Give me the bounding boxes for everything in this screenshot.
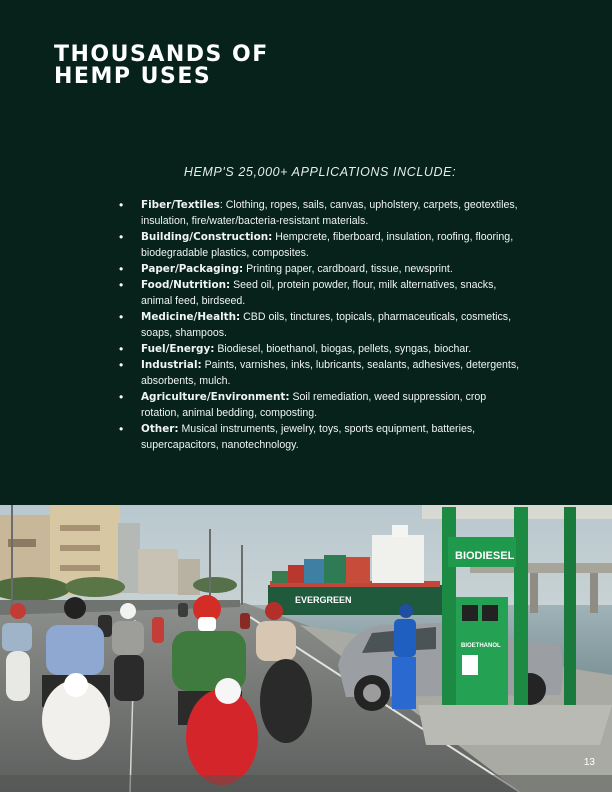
item-text: Musical instruments, jewelry, toys, sports equipment, batteries, supercapacitors, nanotechnology.	[141, 423, 476, 451]
item-label: Agriculture/Environment:	[141, 391, 290, 403]
item-label: Medicine/Health:	[141, 311, 241, 323]
title-line-2: HEMP USES	[54, 64, 212, 89]
item-label: Fuel/Energy:	[141, 343, 215, 355]
item-text: Seed oil, protein powder, flour, milk alternatives, snacks, animal feed, birdseed.	[141, 279, 497, 307]
item-label: Other:	[141, 423, 179, 435]
item-text: : Clothing, ropes, sails, canvas, upholstery, carpets, geotextiles, insulation, fire/water/bacteria-resistant materials.	[141, 199, 518, 227]
street-biofuel-photo	[0, 505, 612, 792]
item-text: Printing paper, cardboard, tissue, newsprint.	[243, 263, 453, 275]
item-label: Industrial:	[141, 359, 202, 371]
list-item	[141, 341, 526, 357]
list-item	[141, 277, 526, 309]
section-subtitle: HEMP'S 25,000+ APPLICATIONS INCLUDE:	[183, 165, 457, 179]
ship-name: EVERGREEN	[295, 595, 352, 605]
item-text: Paints, varnishes, inks, lubricants, sealants, adhesives, detergents, absorbents, mulch.	[141, 359, 520, 387]
list-item	[141, 309, 526, 341]
title-line-1: THOUSANDS OF	[54, 42, 269, 67]
item-text: CBD oils, tinctures, topicals, pharmaceuticals, cosmetics, soaps, shampoos.	[141, 311, 512, 339]
list-item	[141, 197, 526, 229]
item-text: Soil remediation, weed suppression, crop rotation, animal bedding, composting.	[141, 391, 487, 419]
item-label: Paper/Packaging:	[141, 263, 244, 275]
item-text: Hempcrete, fiberboard, insulation, roofing, flooring, biodegradable plastics, composites.	[141, 231, 514, 259]
item-label: Fiber/Textiles	[141, 199, 220, 211]
item-label: Food/Nutrition:	[141, 279, 231, 291]
list-item	[141, 229, 526, 261]
list-item	[141, 357, 526, 389]
list-item	[141, 261, 526, 277]
list-item	[141, 389, 526, 421]
item-text: Biodiesel, bioethanol, biogas, pellets, syngas, biochar.	[214, 343, 472, 355]
page-number: 13	[583, 757, 595, 768]
page-title	[54, 44, 269, 88]
biodiesel-sign: BIODIESEL	[455, 550, 515, 562]
list-item	[141, 421, 526, 453]
item-label: Building/Construction:	[141, 231, 273, 243]
bioethanol-sign: BIOETHANOL	[461, 643, 501, 649]
applications-list	[141, 197, 526, 453]
